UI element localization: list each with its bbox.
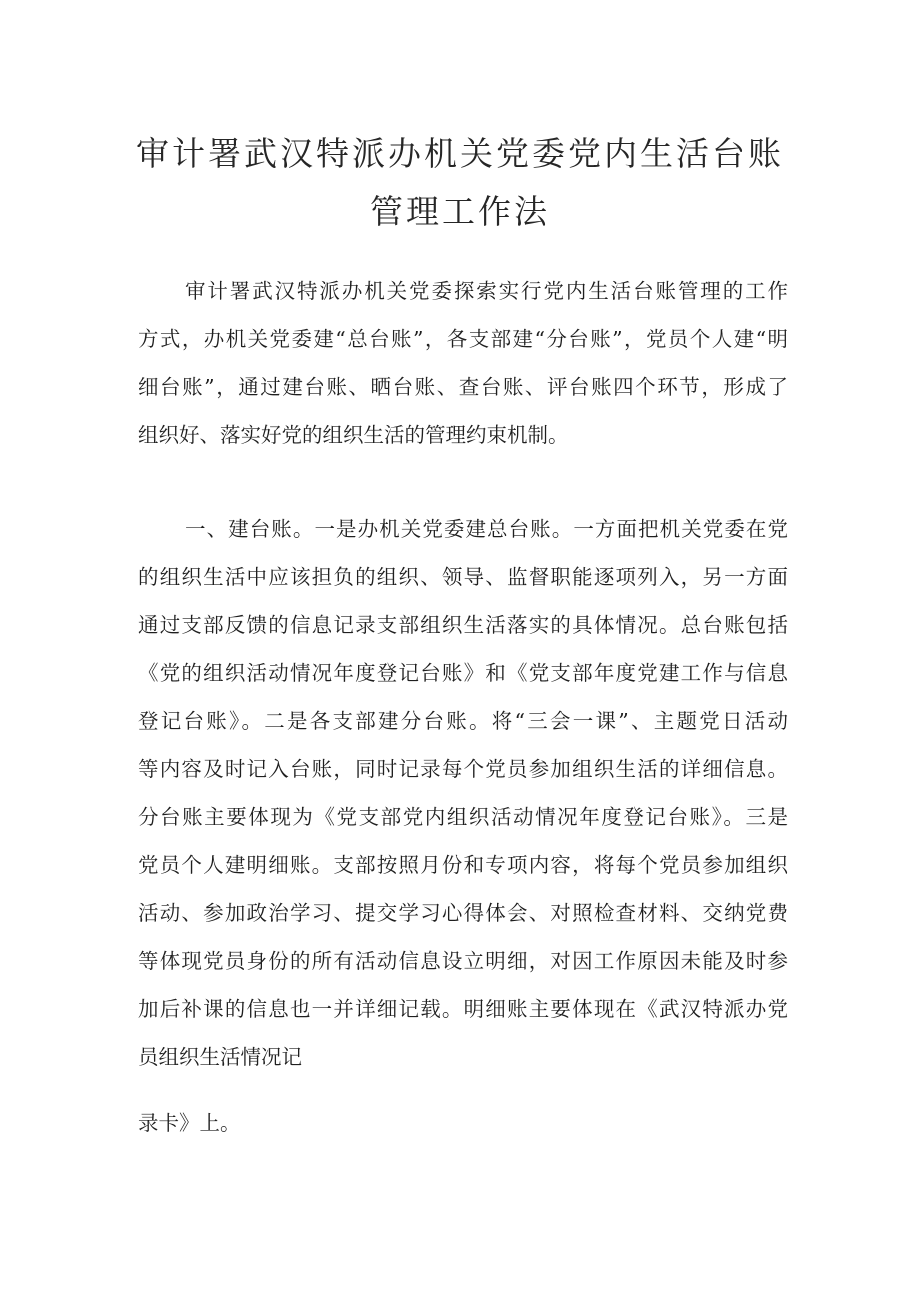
section1-paragraph-line-3: 通过支部反馈的信息记录支部组织生活落实的具体情况。总台账包括 — [138, 613, 788, 637]
section1-paragraph-line-12: 员组织生活情况记 — [138, 1045, 302, 1069]
section1-paragraph-line-6: 等内容及时记入台账，同时记录每个党员参加组织生活的详细信息。 — [138, 757, 788, 781]
document-title-line-2: 管理工作法 — [370, 192, 550, 231]
section1-paragraph-line-11: 加后补课的信息也一并详细记载。明细账主要体现在《武汉特派办党 — [138, 997, 788, 1021]
section1-paragraph-line-7: 分台账主要体现为《党支部党内组织活动情况年度登记台账》。三是 — [138, 805, 788, 829]
section1-paragraph-line-5: 登记台账》。二是各支部建分台账。将“三会一课”、主题党日活动 — [138, 709, 788, 733]
section1-paragraph-line-8: 党员个人建明细账。支部按照月份和专项内容，将每个党员参加组织 — [138, 853, 788, 877]
section1-paragraph-line-4: 《党的组织活动情况年度登记台账》和《党支部年度党建工作与信息 — [138, 661, 788, 685]
intro-paragraph-line-1: 审计署武汉特派办机关党委探索实行党内生活台账管理的工作 — [185, 279, 788, 303]
intro-paragraph-line-4: 组织好、落实好党的组织生活的管理约束机制。 — [138, 423, 569, 447]
document-title-line-1: 审计署武汉特派办机关党委党内生活台账 — [136, 134, 784, 173]
intro-paragraph-line-2: 方式，办机关党委建“总台账”，各支部建“分台账”，党员个人建“明 — [138, 327, 788, 351]
section1-paragraph-line-9: 活动、参加政治学习、提交学习心得体会、对照检查材料、交纳党费 — [138, 901, 788, 925]
section1-paragraph-line-10: 等体现党员身份的所有活动信息设立明细，对因工作原因未能及时参 — [138, 949, 788, 973]
section1-paragraph-line-2: 的组织生活中应该担负的组织、领导、监督职能逐项列入，另一方面 — [138, 565, 788, 589]
section1-paragraph-line-1: 一、建台账。一是办机关党委建总台账。一方面把机关党委在党 — [185, 517, 788, 541]
section1-paragraph-tail: 录卡》上。 — [138, 1111, 241, 1135]
intro-paragraph-line-3: 细台账”，通过建台账、晒台账、查台账、评台账四个环节，形成了 — [138, 375, 788, 399]
